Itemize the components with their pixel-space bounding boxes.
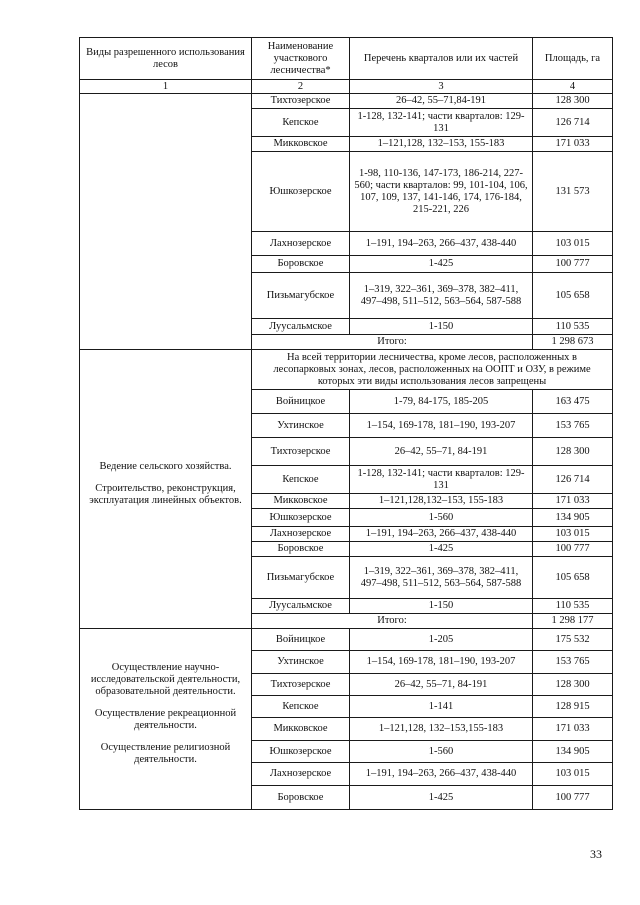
quarters-list: 1-560 bbox=[350, 509, 533, 527]
area-value: 175 532 bbox=[533, 629, 613, 651]
forestry-name: Войницкое bbox=[252, 629, 350, 651]
quarters-list: 1–319, 322–361, 369–378, 382–411, 497–498, 511–512, 563–564, 587-588 bbox=[350, 273, 533, 319]
total-value: 1 298 177 bbox=[533, 614, 613, 629]
total-label: Итого: bbox=[252, 335, 533, 350]
forestry-name: Лахнозерское bbox=[252, 763, 350, 786]
quarters-list: 1-128, 132-141; части кварталов: 129-131 bbox=[350, 109, 533, 137]
header-col1: Виды разрешенного использования лесов bbox=[80, 38, 252, 80]
forestry-name: Тихтозерское bbox=[252, 438, 350, 466]
area-value: 171 033 bbox=[533, 718, 613, 741]
area-value: 126 714 bbox=[533, 466, 613, 494]
area-value: 153 765 bbox=[533, 651, 613, 674]
area-value: 128 915 bbox=[533, 696, 613, 718]
forest-use-table bbox=[79, 37, 613, 810]
forestry-name: Боровское bbox=[252, 542, 350, 557]
forestry-name: Микковское bbox=[252, 137, 350, 152]
forestry-name: Кепское bbox=[252, 466, 350, 494]
area-value: 103 015 bbox=[533, 527, 613, 542]
forestry-name: Тихтозерское bbox=[252, 674, 350, 696]
header-col4: Площадь, га bbox=[533, 38, 613, 80]
purpose-cell bbox=[80, 350, 252, 629]
area-value: 126 714 bbox=[533, 109, 613, 137]
forestry-name: Юшкозерское bbox=[252, 741, 350, 763]
table-row bbox=[80, 94, 613, 109]
quarters-list: 1-560 bbox=[350, 741, 533, 763]
column-number: 4 bbox=[533, 80, 613, 94]
quarters-list: 1–121,128, 132–153, 155-183 bbox=[350, 137, 533, 152]
quarters-list: 1-425 bbox=[350, 256, 533, 273]
area-value: 131 573 bbox=[533, 152, 613, 232]
forestry-name: Пизьмагубское bbox=[252, 273, 350, 319]
quarters-list: 26–42, 55–71,84-191 bbox=[350, 94, 533, 109]
area-value: 103 015 bbox=[533, 763, 613, 786]
quarters-list: 1–191, 194–263, 266–437, 438-440 bbox=[350, 232, 533, 256]
forestry-name: Луусальмское bbox=[252, 319, 350, 335]
quarters-list: 1–121,128,132–153, 155-183 bbox=[350, 494, 533, 509]
area-value: 103 015 bbox=[533, 232, 613, 256]
quarters-list: 1–154, 169-178, 181–190, 193-207 bbox=[350, 651, 533, 674]
column-number-row bbox=[80, 80, 613, 94]
purpose-cell-empty bbox=[80, 94, 252, 350]
quarters-list: 1–319, 322–361, 369–378, 382–411, 497–498, 511–512, 563–564, 587-588 bbox=[350, 557, 533, 599]
quarters-list: 1-79, 84-175, 185-205 bbox=[350, 390, 533, 414]
quarters-list: 26–42, 55–71, 84-191 bbox=[350, 438, 533, 466]
forestry-name: Пизьмагубское bbox=[252, 557, 350, 599]
forestry-name: Юшкозерское bbox=[252, 509, 350, 527]
purpose-text: Осуществление научно-исследовательской деятельности, образовательной деятельности. bbox=[90, 662, 241, 697]
total-label: Итого: bbox=[252, 614, 533, 629]
forestry-name: Боровское bbox=[252, 786, 350, 810]
area-value: 128 300 bbox=[533, 438, 613, 466]
quarters-list: 1-98, 110-136, 147-173, 186-214, 227-560; части кварталов: 99, 101-104, 106, 107, 109, 137, 141-146, 174, 176-184, 215-221, 226 bbox=[350, 152, 533, 232]
purpose-cell bbox=[80, 629, 252, 810]
header-col3: Перечень кварталов или их частей bbox=[350, 38, 533, 80]
quarters-list: 26–42, 55–71, 84-191 bbox=[350, 674, 533, 696]
coverage-note: На всей территории лесничества, кроме лесов, расположенных в лесопарковых зонах, лесов, расположенных на ООПТ и ОЗУ, в режиме которых эти виды использования лесов запрещены bbox=[252, 350, 613, 390]
area-value: 163 475 bbox=[533, 390, 613, 414]
forestry-name: Лахнозерское bbox=[252, 527, 350, 542]
forestry-name: Войницкое bbox=[252, 390, 350, 414]
area-value: 128 300 bbox=[533, 94, 613, 109]
quarters-list: 1-425 bbox=[350, 542, 533, 557]
quarters-list: 1-150 bbox=[350, 599, 533, 614]
quarters-list: 1-205 bbox=[350, 629, 533, 651]
area-value: 128 300 bbox=[533, 674, 613, 696]
purpose-text: Ведение сельского хозяйства. bbox=[99, 461, 232, 472]
table-body bbox=[80, 38, 613, 810]
area-value: 134 905 bbox=[533, 741, 613, 763]
area-value: 110 535 bbox=[533, 599, 613, 614]
purpose-text: Осуществление религиозной деятельности. bbox=[100, 742, 231, 765]
header-col2: Наименование участкового лесничества* bbox=[252, 38, 350, 80]
forestry-name: Микковское bbox=[252, 718, 350, 741]
total-value: 1 298 673 bbox=[533, 335, 613, 350]
purpose-text: Осуществление рекреационной деятельности. bbox=[94, 708, 237, 731]
forestry-name: Ухтинское bbox=[252, 414, 350, 438]
area-value: 100 777 bbox=[533, 256, 613, 273]
quarters-list: 1-425 bbox=[350, 786, 533, 810]
area-value: 134 905 bbox=[533, 509, 613, 527]
table-row bbox=[80, 629, 613, 651]
forestry-name: Боровское bbox=[252, 256, 350, 273]
forestry-name: Тихтозерское bbox=[252, 94, 350, 109]
column-number: 2 bbox=[252, 80, 350, 94]
header-row bbox=[80, 38, 613, 80]
purpose-text: Строительство, реконструкция, эксплуатация линейных объектов. bbox=[89, 483, 242, 506]
area-value: 110 535 bbox=[533, 319, 613, 335]
area-value: 153 765 bbox=[533, 414, 613, 438]
quarters-list: 1-128, 132-141; части кварталов: 129-131 bbox=[350, 466, 533, 494]
quarters-list: 1–191, 194–263, 266–437, 438-440 bbox=[350, 763, 533, 786]
column-number: 3 bbox=[350, 80, 533, 94]
quarters-list: 1–191, 194–263, 266–437, 438-440 bbox=[350, 527, 533, 542]
area-value: 105 658 bbox=[533, 557, 613, 599]
area-value: 171 033 bbox=[533, 137, 613, 152]
area-value: 100 777 bbox=[533, 542, 613, 557]
forestry-name: Луусальмское bbox=[252, 599, 350, 614]
area-value: 100 777 bbox=[533, 786, 613, 810]
forestry-name: Ухтинское bbox=[252, 651, 350, 674]
table-row bbox=[80, 350, 613, 390]
area-value: 171 033 bbox=[533, 494, 613, 509]
forestry-name: Кепское bbox=[252, 696, 350, 718]
column-number: 1 bbox=[80, 80, 252, 94]
forestry-name: Микковское bbox=[252, 494, 350, 509]
forestry-name: Лахнозерское bbox=[252, 232, 350, 256]
quarters-list: 1–121,128, 132–153,155-183 bbox=[350, 718, 533, 741]
quarters-list: 1-141 bbox=[350, 696, 533, 718]
page-number: 33 bbox=[590, 847, 602, 861]
forestry-name: Юшкозерское bbox=[252, 152, 350, 232]
quarters-list: 1–154, 169-178, 181–190, 193-207 bbox=[350, 414, 533, 438]
forestry-name: Кепское bbox=[252, 109, 350, 137]
quarters-list: 1-150 bbox=[350, 319, 533, 335]
area-value: 105 658 bbox=[533, 273, 613, 319]
